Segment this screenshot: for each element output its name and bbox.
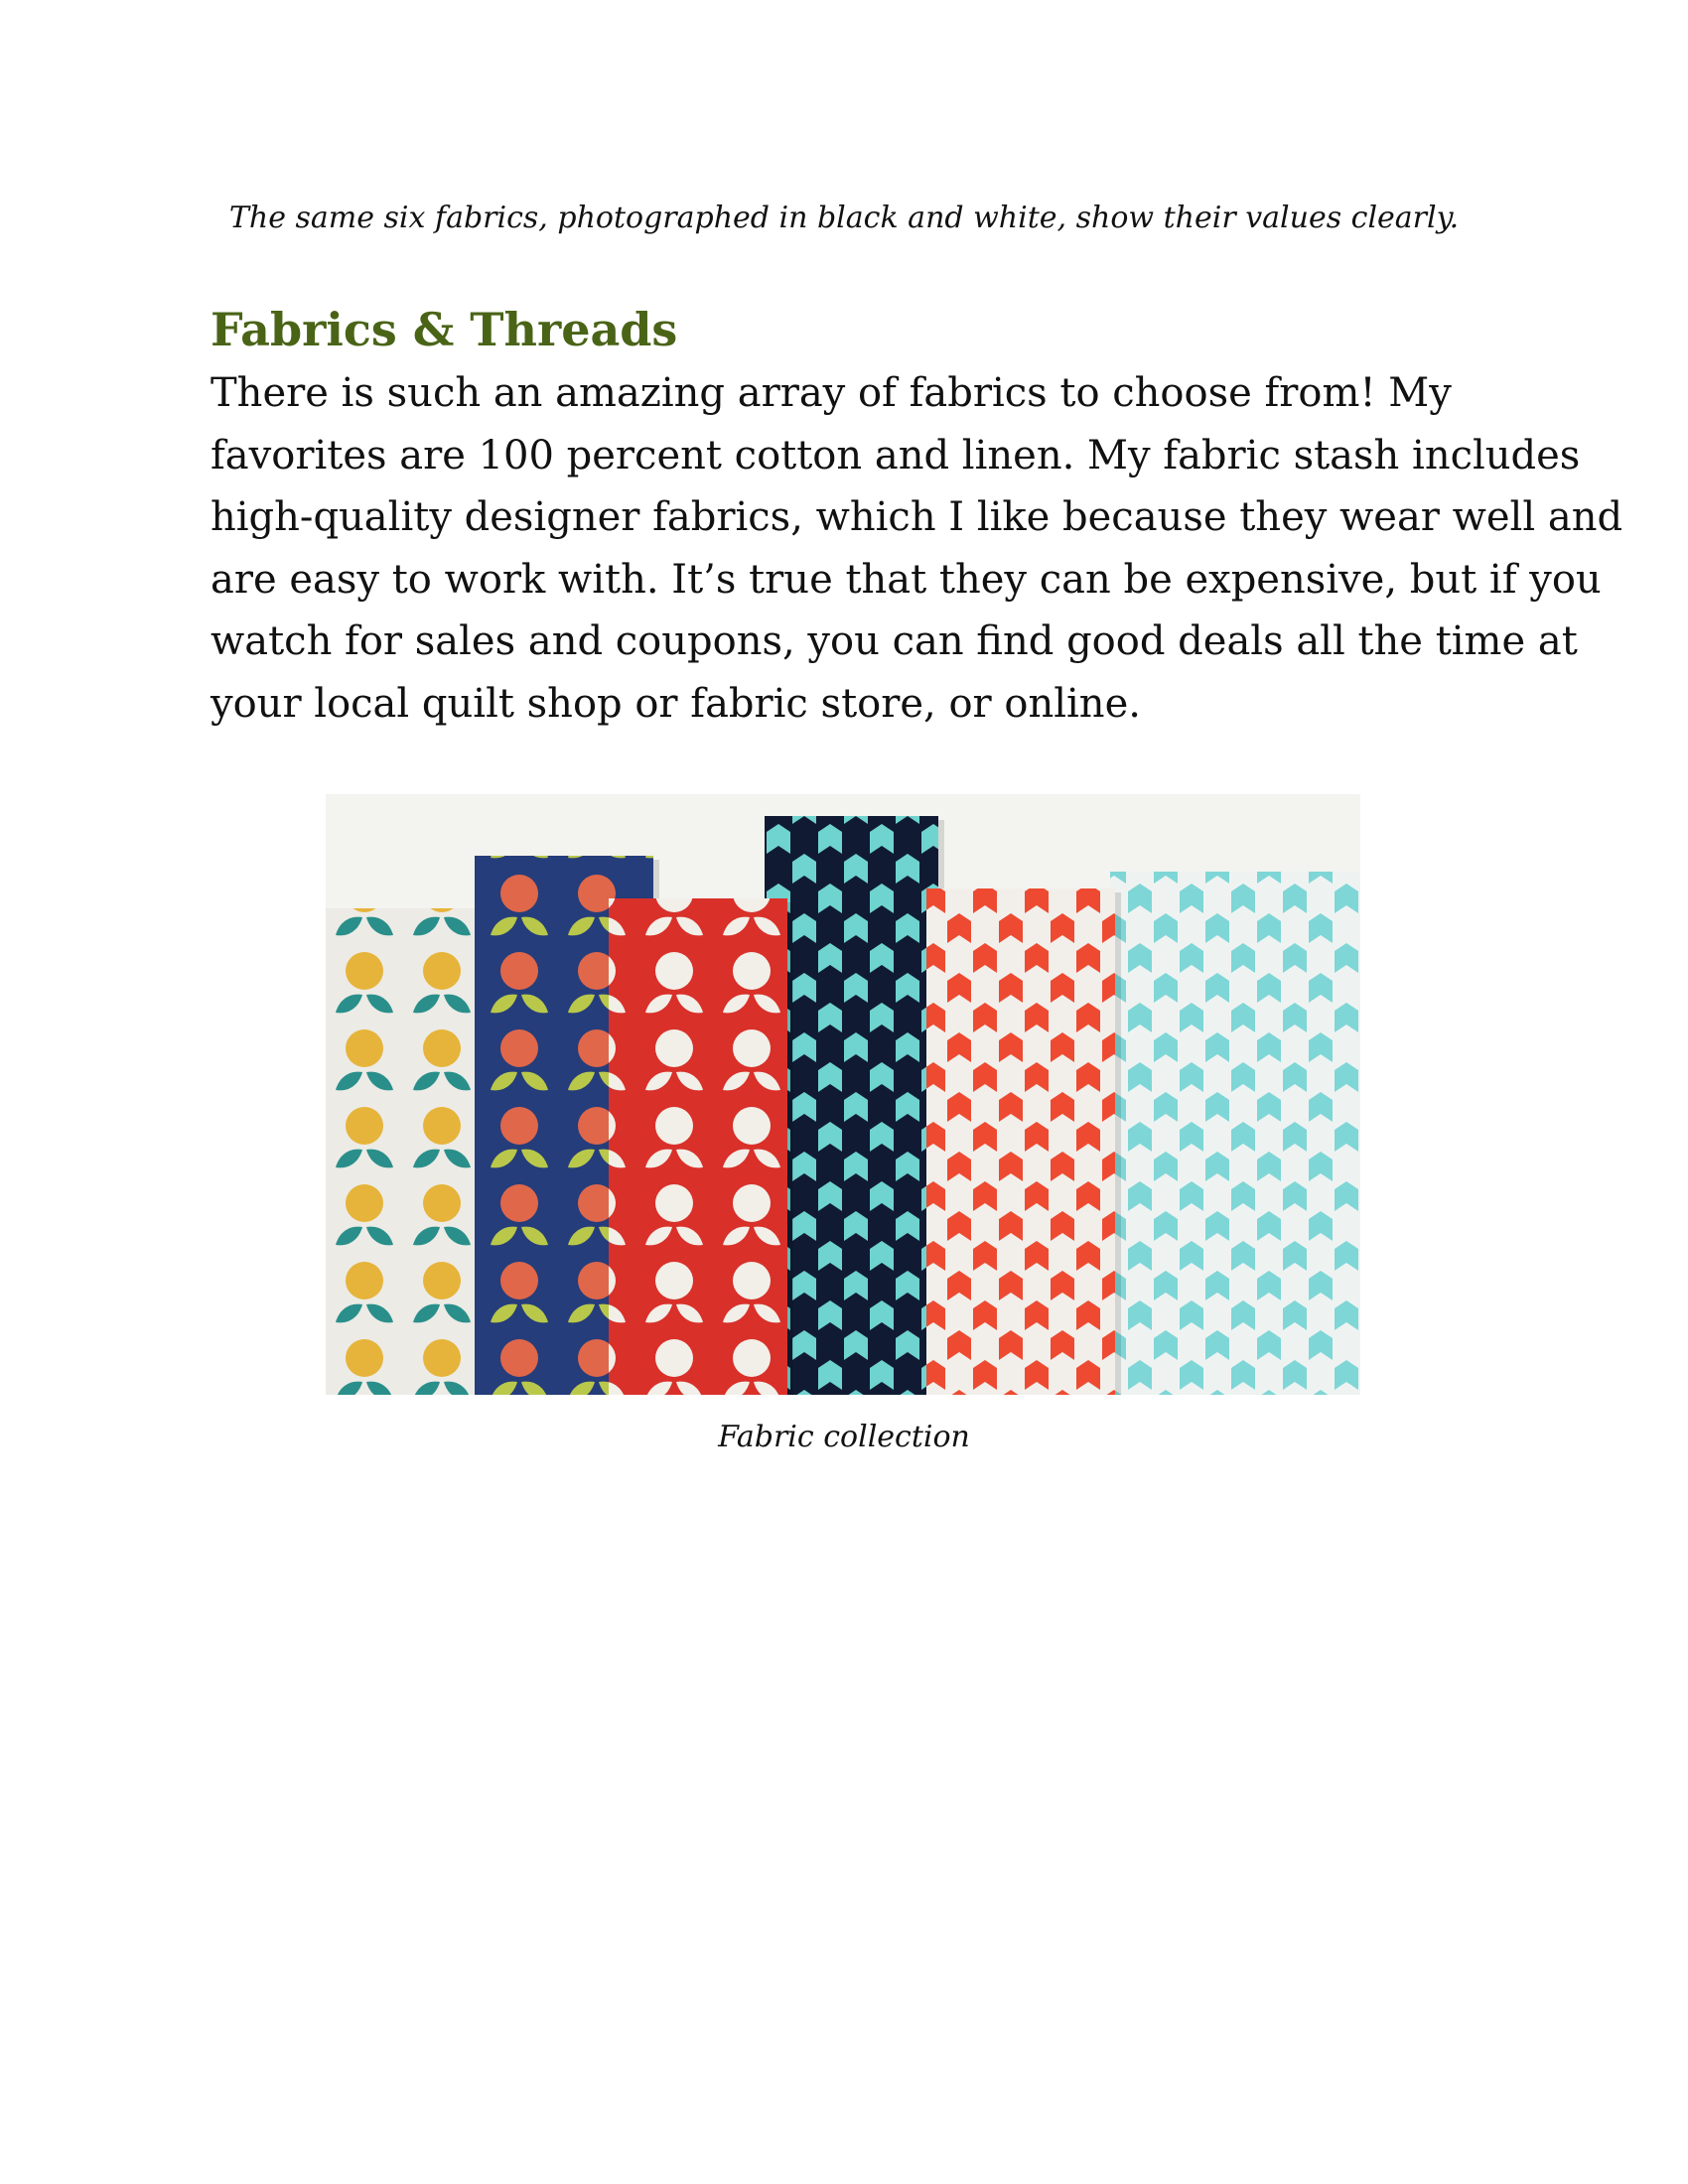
fabric-swatch-6 <box>1110 872 1360 1395</box>
fabric-swatch-3 <box>609 898 787 1395</box>
photo-caption-top: The same six fabrics, photographed in black and white, show their values clearly. <box>228 201 1460 235</box>
paragraph-line: favorites are 100 percent cotton and linen. My fabric stash includes <box>211 432 1581 478</box>
fabric-swatch-5 <box>926 888 1115 1395</box>
fabric-illustration <box>326 794 1360 1395</box>
section-heading: Fabrics & Threads <box>211 303 678 356</box>
paragraph-line: high-quality designer fabrics, which I like because they wear well and <box>211 494 1623 540</box>
fabric-swatch-1 <box>326 908 480 1395</box>
section-paragraph <box>211 362 1623 735</box>
fabric-collection-photo <box>326 794 1360 1395</box>
paragraph-line: are easy to work with. It’s true that they can be expensive, but if you <box>211 556 1602 603</box>
paragraph-line: watch for sales and coupons, you can find good deals all the time at <box>211 618 1578 664</box>
paragraph-line: your local quilt shop or fabric store, or online. <box>211 680 1141 727</box>
paragraph-line: There is such an amazing array of fabrics to choose from! My <box>211 370 1452 416</box>
photo-caption-bottom: Fabric collection <box>718 1420 970 1454</box>
